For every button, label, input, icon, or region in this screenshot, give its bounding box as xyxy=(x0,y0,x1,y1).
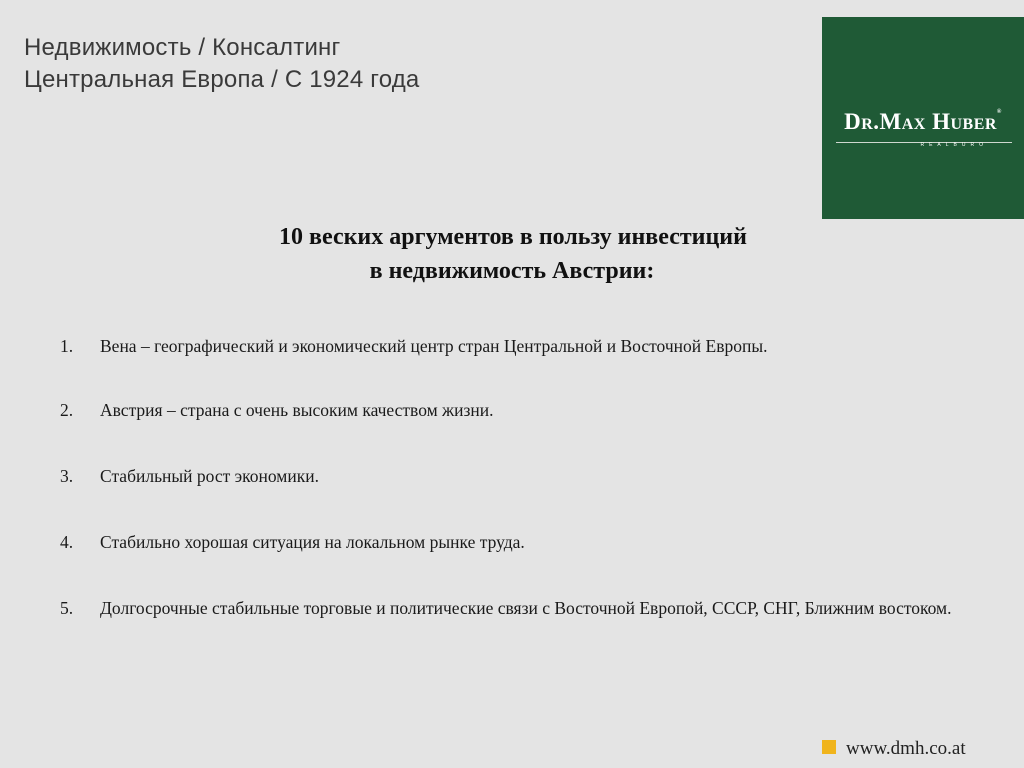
list-item-number: 5. xyxy=(60,598,74,618)
list-item-number: 3. xyxy=(60,466,74,486)
list-item xyxy=(60,462,964,490)
list-item-text: Стабильный рост экономики. xyxy=(100,466,319,486)
list-item-text: Вена – географический и экономический центр стран Центральной и Восточной Европы. xyxy=(100,336,768,356)
logo-name-text: Dr.Max Huber xyxy=(844,109,997,134)
list-item-number: 1. xyxy=(60,336,74,356)
square-bullet-icon xyxy=(822,740,836,754)
header-tagline xyxy=(24,32,419,96)
company-logo xyxy=(822,17,1024,219)
logo-subtitle: REALBURO xyxy=(920,142,988,148)
list-item-text: Долгосрочные стабильные торговые и политические связи с Восточной Европой, СССР, СНГ, Ближним востоком. xyxy=(100,598,952,618)
list-item-number: 4. xyxy=(60,532,74,552)
logo-name xyxy=(822,109,1024,135)
list-item-text: Стабильно хорошая ситуация на локальном рынке труда. xyxy=(100,532,525,552)
list-item xyxy=(60,332,964,360)
header-line-1: Недвижимость / Консалтинг xyxy=(24,34,341,61)
logo-registered: ® xyxy=(996,109,1002,115)
header-line-2: Центральная Европа / С 1924 года xyxy=(24,66,420,93)
title-line-2: в недвижимость Австрии: xyxy=(369,258,655,284)
list-item xyxy=(60,594,964,622)
title-line-1: 10 веских аргументов в пользу инвестиций xyxy=(279,224,747,250)
list-item-number: 2. xyxy=(60,400,74,420)
list-item-text: Австрия – страна с очень высоким качеством жизни. xyxy=(100,400,494,420)
list-item xyxy=(60,528,964,556)
footer xyxy=(822,734,966,764)
page-title xyxy=(0,220,1024,288)
website-link[interactable]: www.dmh.co.at xyxy=(846,738,966,759)
list-item xyxy=(60,396,964,424)
